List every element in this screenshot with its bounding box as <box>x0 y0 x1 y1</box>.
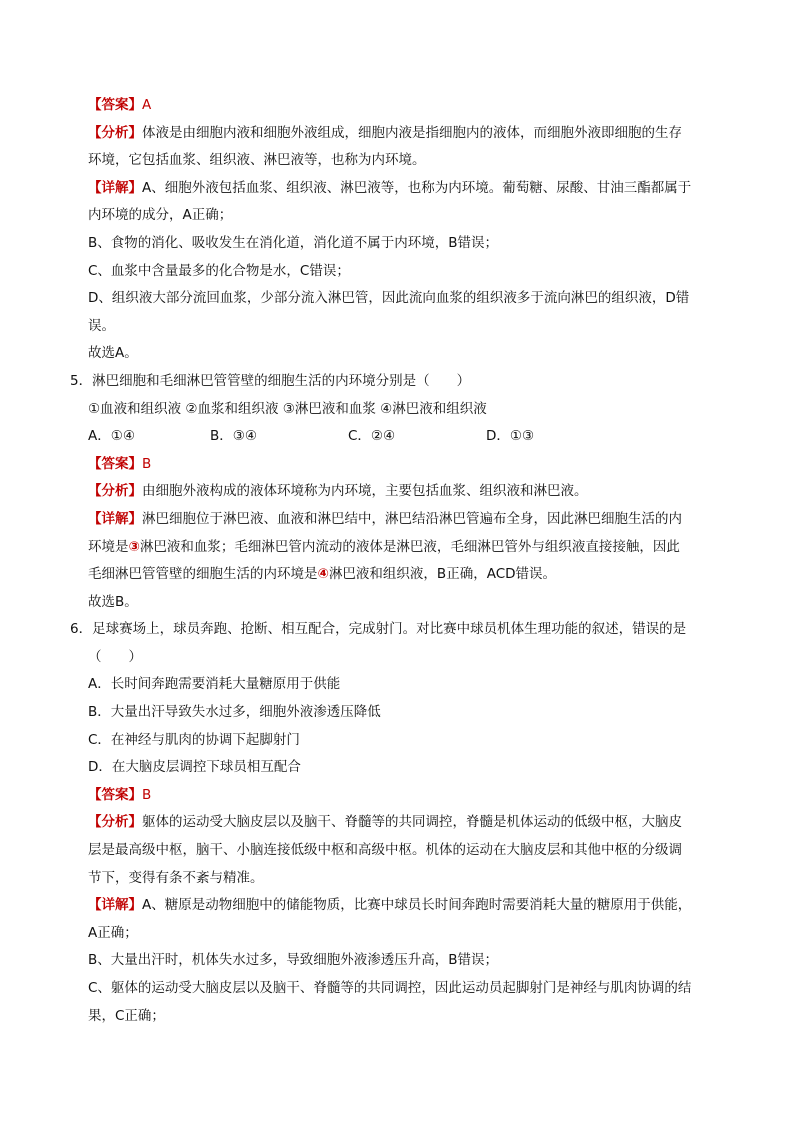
text-line: 环境，它包括血浆、组织液、淋巴液等，也称为内环境。 <box>88 152 426 169</box>
detail-tag: 【详解】 <box>88 510 142 527</box>
q6-answer-line <box>88 782 728 810</box>
question-stem-cont: （ ） <box>88 648 142 665</box>
detail-tag: 【详解】 <box>88 179 142 196</box>
q6-analysis-line <box>88 809 728 837</box>
text-span: 环境是 <box>88 538 129 555</box>
q4-detail-line <box>88 175 728 203</box>
q4-analysis-line <box>88 120 728 148</box>
option-c: C．在神经与肌肉的协调下起脚射门 <box>88 731 300 748</box>
analysis-tag: 【分析】 <box>88 124 142 141</box>
text-line: 节下，变得有条不紊与精准。 <box>88 869 264 886</box>
answer-tag: 【答案】 <box>88 455 142 472</box>
answer-value: B <box>142 455 152 472</box>
text-line: C、血浆中含量最多的化合物是水，C错误； <box>88 262 350 279</box>
text-span: 毛细淋巴管管壁的细胞生活的内环境是 <box>88 566 318 583</box>
analysis-text: 躯体的运动受大脑皮层以及脑干、脊髓等的共同调控，脊髓是机体运动的低级中枢，大脑皮 <box>142 814 682 831</box>
answer-tag: 【答案】 <box>88 786 142 803</box>
option-b: B．大量出汗导致失水过多，细胞外液渗透压降低 <box>88 704 381 721</box>
detail-tag: 【详解】 <box>88 897 142 914</box>
option-a: A．长时间奔跑需要消耗大量糖原用于供能 <box>88 676 341 693</box>
q5-detail-line <box>88 506 728 534</box>
circled-mark: ④ <box>317 566 329 583</box>
option-d: D．在大脑皮层调控下球员相互配合 <box>88 759 301 776</box>
analysis-tag: 【分析】 <box>88 483 142 500</box>
text-line: 层是最高级中枢，脑干、小脑连接低级中枢和高级中枢。机体的运动在大脑皮层和其他中枢的分级调 <box>88 842 682 859</box>
analysis-text: 体液是由细胞内液和细胞外液组成，细胞内液是指细胞内的液体，而细胞外液即细胞的生存 <box>142 124 682 141</box>
question-stem: 6．足球赛场上，球员奔跑、抢断、相互配合，完成射门。对比赛中球员机体生理功能的叙述，错误的是 <box>70 621 687 638</box>
conclusion: 故选B。 <box>88 593 138 610</box>
option-row <box>88 423 728 451</box>
answer-value: A <box>142 97 152 113</box>
analysis-text: 由细胞外液构成的液体环境称为内环境，主要包括血浆、组织液和淋巴液。 <box>142 483 588 500</box>
option-d: D．①③ <box>486 428 535 445</box>
text-line: B、食物的消化、吸收发生在消化道，消化道不属于内环境，B错误； <box>88 234 499 251</box>
question-items: ①血液和组织液 ②血浆和组织液 ③淋巴液和血浆 ④淋巴液和组织液 <box>88 400 487 417</box>
text-line: D、组织液大部分流回血浆，少部分流入淋巴管，因此流向血浆的组织液多于流向淋巴的组织液，D错 <box>88 290 690 307</box>
analysis-tag: 【分析】 <box>88 814 142 831</box>
text-line: 内环境的成分，A正确； <box>88 207 233 224</box>
option-c: C．②④ <box>348 428 396 445</box>
text-line: 果，C正确； <box>88 1007 165 1024</box>
text-line: B、大量出汗时，机体失水过多，导致细胞外液渗透压升高，B错误； <box>88 952 499 969</box>
detail-text: A、细胞外液包括血浆、组织液、淋巴液等，也称为内环境。葡萄糖、尿酸、甘油三酯都属于 <box>142 179 692 196</box>
option-b: B．③④ <box>210 428 257 445</box>
q6-detail-line <box>88 892 728 920</box>
answer-value: B <box>142 786 152 803</box>
document-body <box>70 92 728 1030</box>
text-line: 误。 <box>88 317 115 334</box>
text-line <box>88 534 728 562</box>
circled-mark: ③ <box>128 538 140 555</box>
q5-analysis-line <box>88 478 728 506</box>
text-span: 淋巴液和血浆；毛细淋巴管内流动的液体是淋巴液，毛细淋巴管外与组织液直接接触，因此 <box>139 538 680 555</box>
q4-answer-line <box>88 92 728 120</box>
detail-text: A、糖原是动物细胞中的储能物质，比赛中球员长时间奔跑时需要消耗大量的糖原用于供能， <box>142 897 692 914</box>
text-line <box>88 561 728 589</box>
text-line: C、躯体的运动受大脑皮层以及脑干、脊髓等的共同调控，因此运动员起脚射门是神经与肌肉协调的结 <box>88 980 692 996</box>
detail-text: 淋巴细胞位于淋巴液、血液和淋巴结中，淋巴结沿淋巴管遍布全身，因此淋巴细胞生活的内 <box>142 510 682 527</box>
option-a: A．①④ <box>88 428 135 445</box>
q5-answer-line <box>88 451 728 479</box>
conclusion: 故选A。 <box>88 345 138 362</box>
question-stem: 5．淋巴细胞和毛细淋巴管管壁的细胞生活的内环境分别是（ ） <box>70 372 471 389</box>
answer-tag: 【答案】 <box>88 97 142 113</box>
text-span: 淋巴液和组织液，B正确，ACD错误。 <box>328 566 557 583</box>
text-line: A正确； <box>88 924 138 941</box>
